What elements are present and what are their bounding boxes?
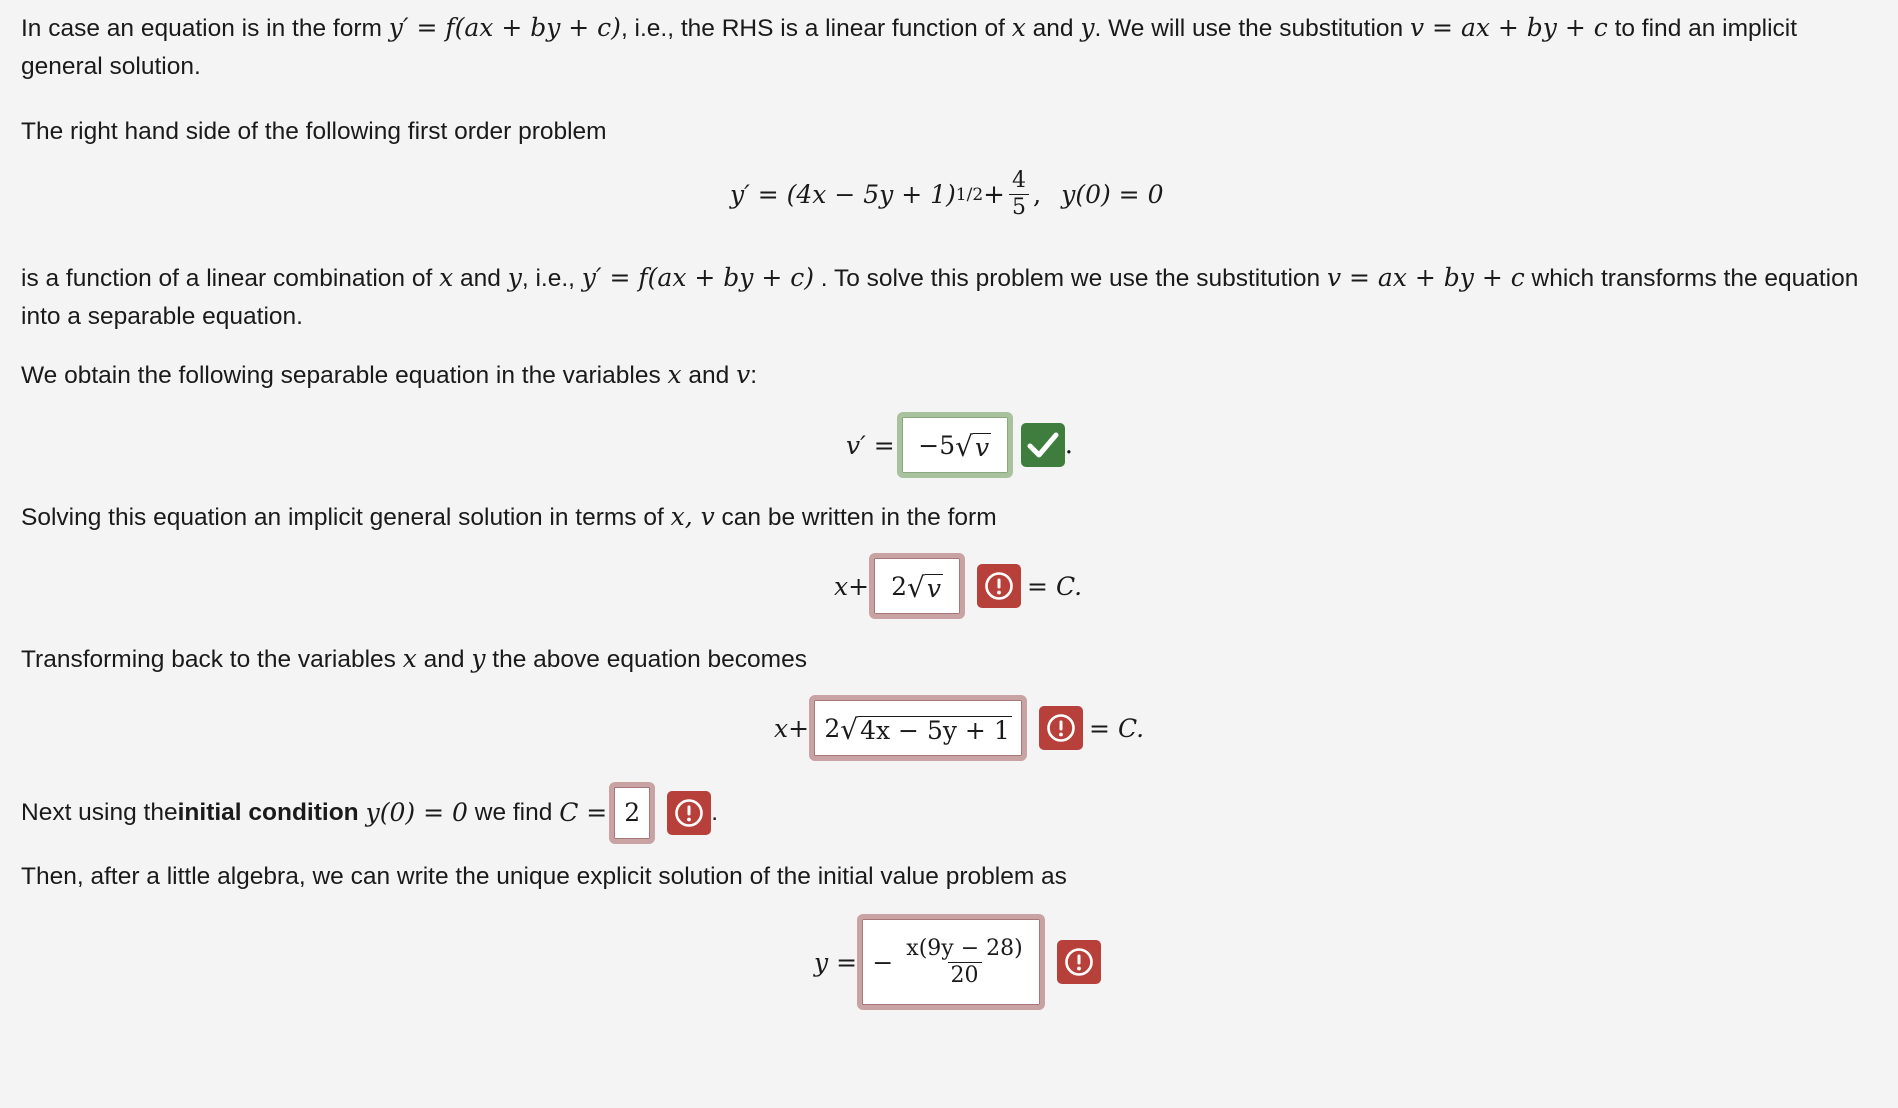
p5-vars: x, v — [670, 502, 715, 531]
intro-eq: y′ = f(ax + by + c) — [388, 13, 621, 42]
separable-answer-coef: −5 — [918, 430, 956, 460]
sqrt-symbol: √ 4x − 5y + 1 — [840, 712, 1010, 746]
linear-combination-paragraph — [21, 259, 1871, 336]
separable-answer-field[interactable] — [897, 412, 1013, 478]
fraction-numerator: 4 — [1011, 168, 1026, 193]
intro-var-x: x — [1011, 13, 1026, 42]
implicit-lhs: x+ — [834, 571, 870, 601]
intro-text-d: to find an implicit general solution. — [21, 15, 1798, 80]
explicit-answer-field[interactable] — [857, 914, 1045, 1010]
p3-eq: y′ = f(ax + by + c) — [581, 263, 814, 292]
explicit-sign: − — [872, 947, 894, 977]
p6-text-b: the above equation becomes — [485, 646, 807, 673]
intro-text-a: In case an equation is in the form — [21, 15, 389, 42]
separable-intro — [21, 356, 1871, 395]
intro-and: and — [1025, 15, 1081, 42]
problem-plus: + — [983, 179, 1005, 210]
explicit-equation — [814, 914, 1101, 1010]
intro-text-b: , i.e., the RHS is a linear function of — [620, 15, 1012, 42]
xy-implicit-equation — [774, 695, 1144, 761]
p3-substitution: v = ax + by + c — [1326, 263, 1525, 292]
xy-answer-field[interactable] — [809, 695, 1027, 761]
p6-text-a: Transforming back to the variables — [21, 646, 403, 673]
implicit-answer-radicand: v — [926, 573, 941, 603]
transform-back-intro — [21, 640, 1871, 679]
incorrect-alert-icon[interactable] — [1057, 940, 1101, 984]
explicit-lhs: y = — [814, 947, 858, 977]
initial-condition-label: initial condition — [177, 799, 359, 826]
p3-var-y: y — [507, 263, 522, 292]
problem-equation — [730, 168, 1164, 221]
incorrect-alert-icon[interactable] — [977, 564, 1021, 608]
separable-period: . — [1064, 430, 1073, 460]
initial-condition-paragraph — [21, 782, 1871, 844]
explicit-fraction — [903, 936, 1025, 989]
p4-var-x: x — [667, 360, 682, 389]
p3-text-b: , i.e., — [521, 265, 582, 292]
problem-lhs: y′ = (4x − 5y + 1) — [730, 180, 956, 209]
problem-fraction — [1009, 168, 1029, 221]
p4-var-v: v — [736, 360, 751, 389]
p5-text-b: can be written in the form — [714, 504, 997, 531]
implicit-intro — [21, 498, 1871, 537]
xy-answer-coef: 2 — [824, 713, 841, 743]
separable-lhs: v′ = — [846, 430, 895, 460]
incorrect-alert-icon[interactable] — [1039, 706, 1083, 750]
explicit-intro: Then, after a little algebra, we can write the unique explicit solution of the initial value problem as — [21, 863, 1067, 890]
intro-substitution: v = ax + by + c — [1409, 13, 1608, 42]
sqrt-symbol: √ v — [955, 429, 990, 463]
p3-and: and — [453, 265, 508, 292]
p7-c-equals: C = — [559, 798, 608, 827]
p5-text-a: Solving this equation an implicit general solution in terms of — [21, 504, 671, 531]
p6-var-x: x — [402, 644, 417, 673]
p4-and: and — [681, 362, 737, 389]
xy-rhs: = C. — [1089, 713, 1145, 743]
separable-equation — [846, 412, 1073, 478]
explicit-numerator: x(9y − 28) — [906, 935, 1023, 961]
p3-var-x: x — [439, 263, 454, 292]
separable-answer-radicand: v — [974, 432, 990, 462]
constant-answer-value: 2 — [624, 798, 641, 827]
intro-var-y: y — [1080, 13, 1095, 42]
explicit-denominator: 20 — [948, 962, 982, 989]
p7-text-a: Next using the — [21, 799, 178, 826]
implicit-answer-coef: 2 — [891, 571, 908, 601]
p4-colon: : — [750, 362, 758, 389]
problem-comma: , — [1032, 179, 1042, 210]
sqrt-symbol: √ v — [907, 570, 941, 604]
problem-initial-condition: y(0) = 0 — [1061, 180, 1164, 209]
p7-initial-condition: y(0) = 0 — [365, 798, 468, 827]
p3-text-a: is a function of a linear combination of — [21, 265, 440, 292]
p3-text-d: which transforms the equation into a separable equation. — [21, 265, 1859, 330]
problem-exponent: 1/2 — [955, 184, 984, 205]
incorrect-alert-icon[interactable] — [667, 791, 711, 835]
xy-answer-radicand: 4x − 5y + 1 — [860, 715, 1010, 745]
correct-check-icon[interactable] — [1021, 423, 1065, 467]
fraction-denominator: 5 — [1009, 194, 1029, 221]
p7-text-b: we find — [467, 799, 560, 826]
p6-var-y: y — [471, 644, 486, 673]
p7-period: . — [711, 799, 719, 826]
constant-answer-field[interactable] — [609, 782, 655, 844]
implicit-equation — [834, 553, 1082, 619]
p6-and: and — [416, 646, 472, 673]
xy-lhs: x+ — [774, 713, 810, 743]
implicit-rhs: = C. — [1027, 571, 1083, 601]
intro-paragraph — [21, 9, 1871, 86]
implicit-answer-field[interactable] — [869, 553, 965, 619]
p3-text-c: . To solve this problem we use the substitution — [813, 265, 1327, 292]
p4-text-a: We obtain the following separable equation in the variables — [21, 362, 668, 389]
intro-text-c: . We will use the substitution — [1094, 15, 1410, 42]
problem-intro: The right hand side of the following first order problem — [21, 118, 607, 145]
